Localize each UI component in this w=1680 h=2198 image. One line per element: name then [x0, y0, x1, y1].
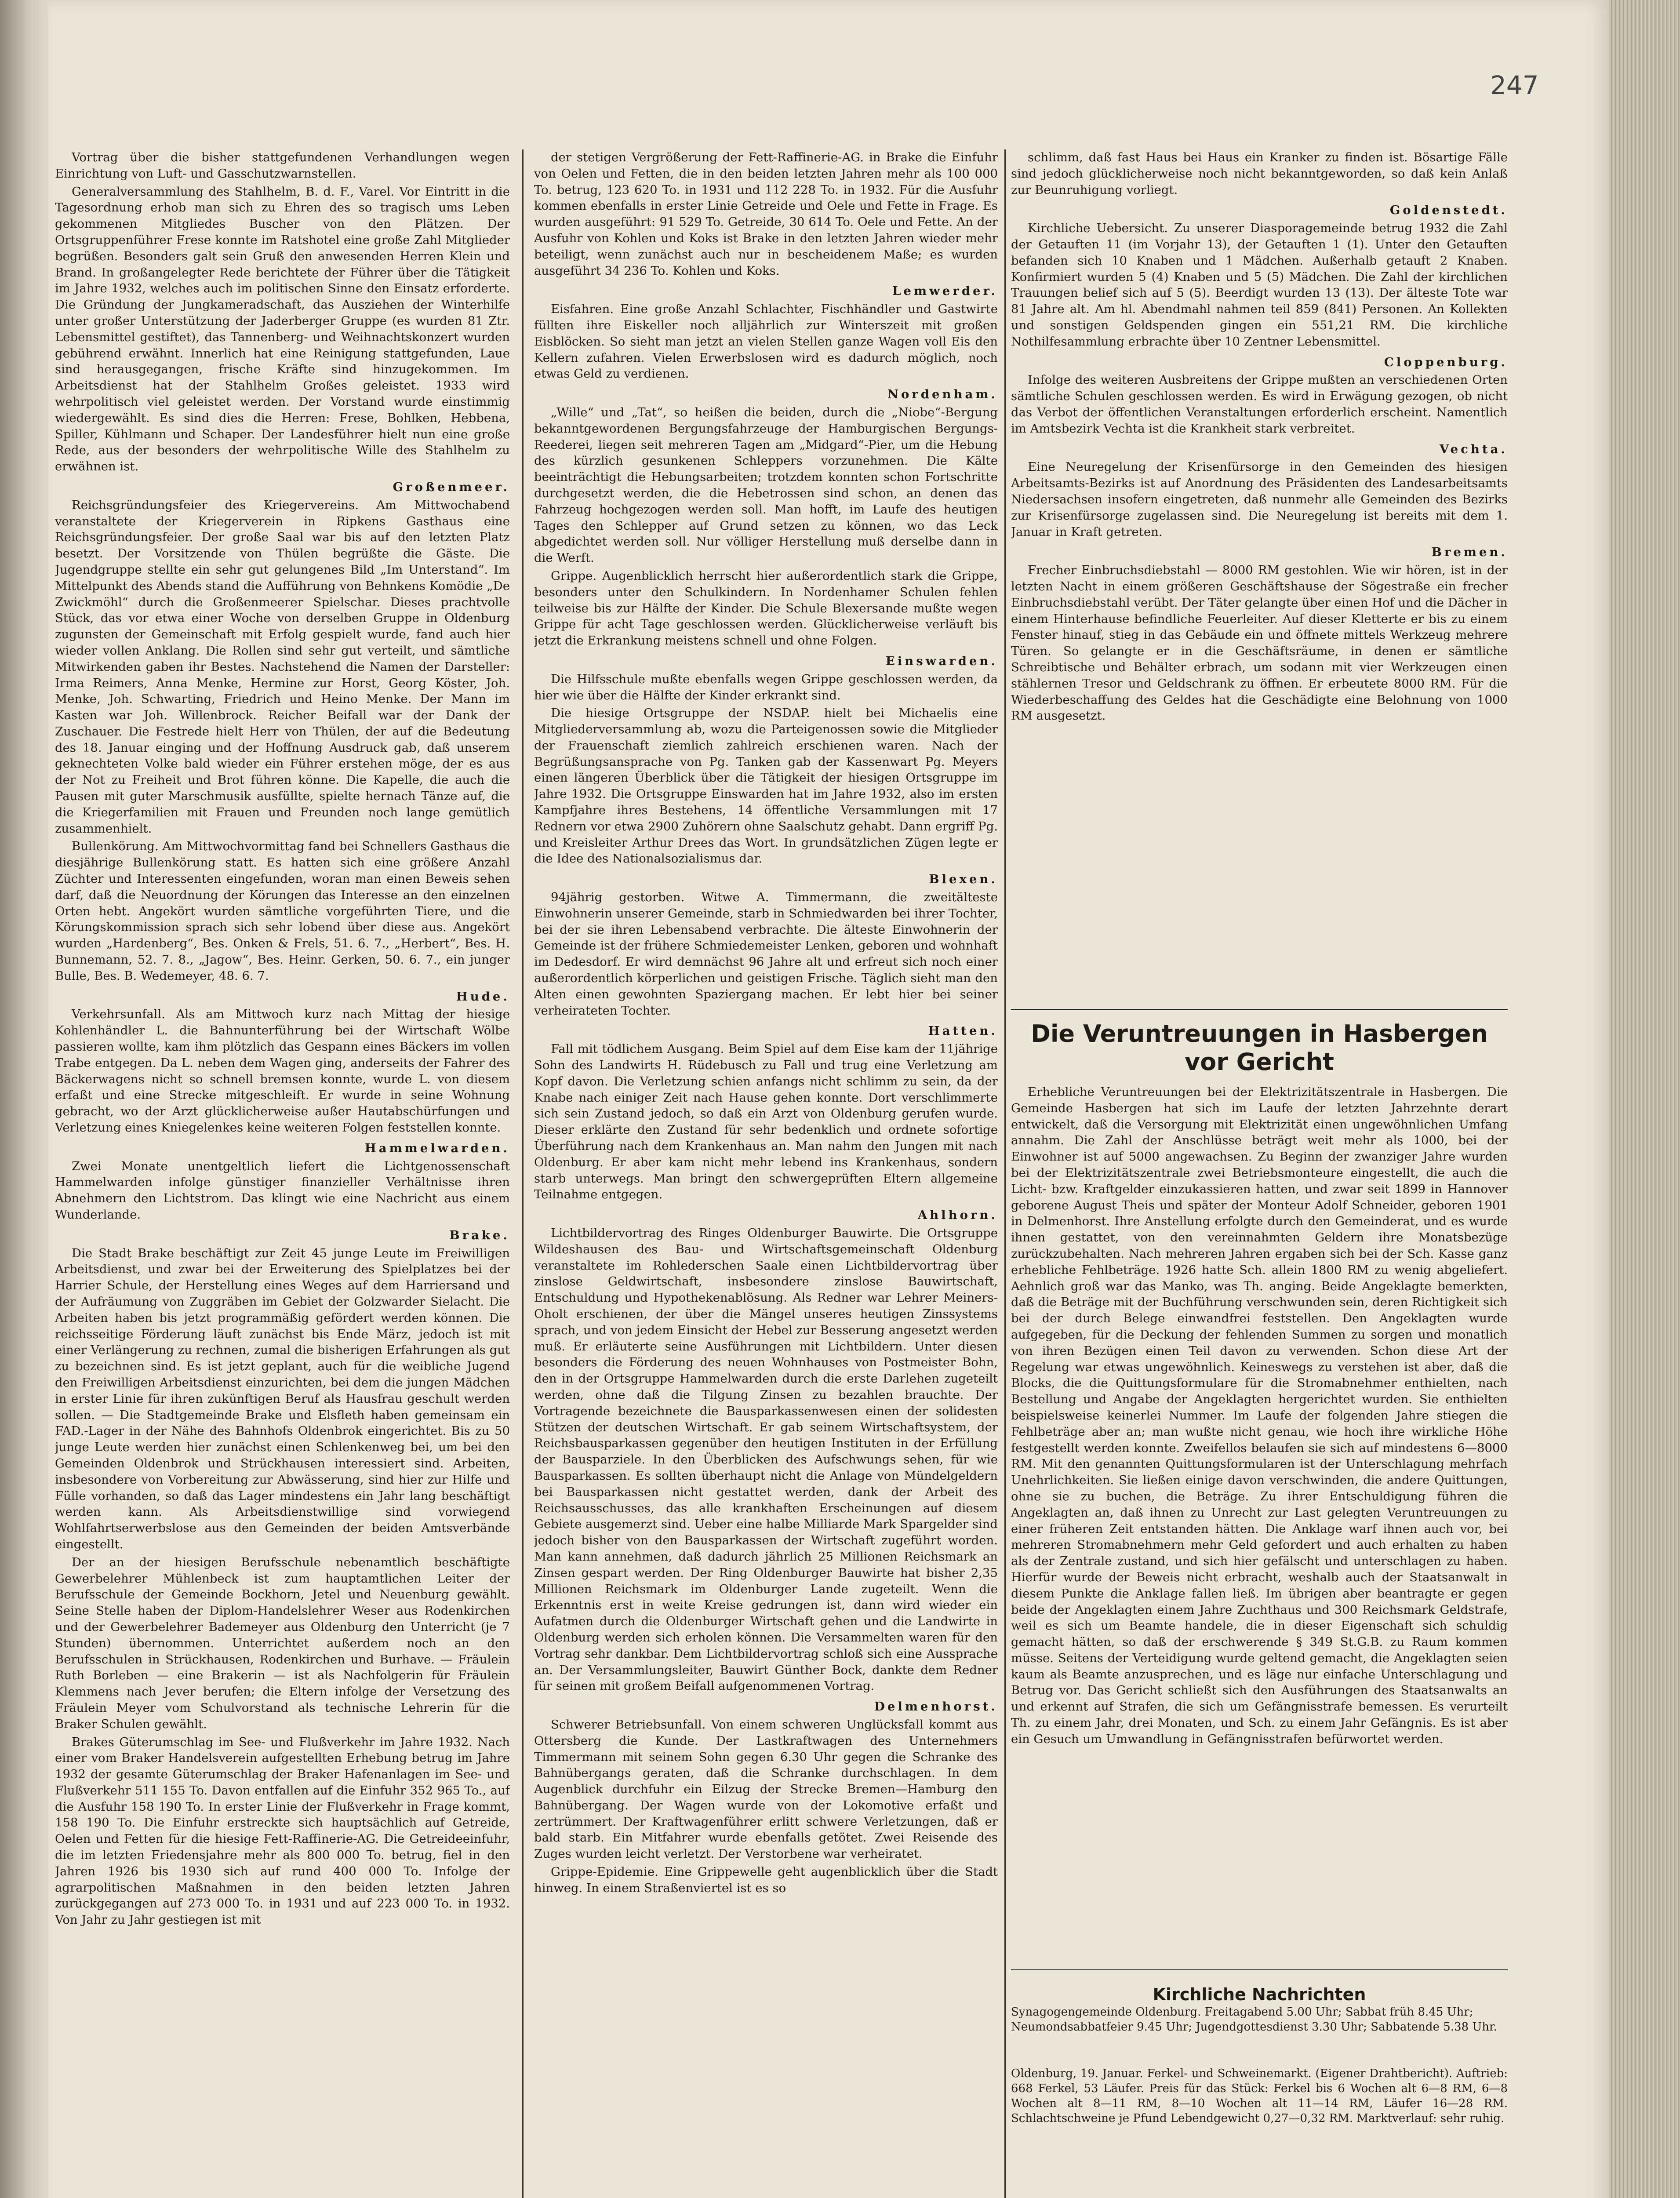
feature-title-line-1: Die Veruntreuungen in Hasbergen: [1031, 1020, 1488, 1048]
article-paragraph: Die Hilfsschule mußte ebenfalls wegen Grippe geschlossen werden, da hier wie über die Hälfte der Kinder erkrankt sind.: [534, 672, 998, 702]
article-paragraph: Kirchliche Uebersicht. Zu unserer Diasporagemeinde betrug 1932 die Zahl der Getauften 11 (im Vorjahr 13), der Getauften 1 (1). Unter den Getauften befanden sich 10 Knaben und 1 Mädchen. Außerhalb getauft 2 Knaben. Konfirmiert wurden 5 (4) Knaben und 5 (5) Mädchen. Die Zahl der kirchlichen Trauungen belief sich auf 5 (5). Beerdigt wurden 13 (13). Der älteste Tote war 81 Jahre alt. Am hl. Abendmahl nahmen teil 859 (841) Personen. An Kollekten und sonstigen Geldspenden gingen ein 551,21 RM. Die kirchliche Nothilfesammlung erbrachte über 10 Zentner Lebensmittel.: [1011, 221, 1508, 349]
feature-body: [1011, 1084, 1508, 1747]
church-news-text: Synagogengemeinde Oldenburg. Freitagabend 5.00 Uhr; Sabbat früh 8.45 Uhr; Neumondsabbatfeier 9.45 Uhr; Jugendgottesdienst 3.30 Uhr; Sabbatende 5.38 Uhr.: [1011, 2005, 1497, 2034]
article-paragraph: Generalversammlung des Stahlhelm, B. d. F., Varel. Vor Eintritt in die Tagesordnung erhob man sich zu Ehren des so tragisch ums Leben gekommenen Mitgliedes Buscher von den Plätzen. Der Ortsgruppenführer Frese konnte im Ratshotel eine große Zahl Mitglieder begrüßen. Besonders galt sein Gruß den anwesenden Herren Klein und Brand. In großangelegter Rede berichtete der Führer über die Tätigkeit im Jahre 1932, welches auch im politischen Sinne den Einsatz erforderte. Die Gründung der Jungkameradschaft, das Ausziehen der Winterhilfe unter großer Unterstützung der Jaderberger Gruppe (es wurden 81 Ztr. Lebensmittel gestiftet), das Tannenberg- und Weihnachtskonzert wurden gebührend erwähnt. Innerlich hat eine Reinigung stattgefunden, Laue sind herausgegangen, frische Kräfte sind hinzugekommen. Im Arbeitsdienst hat der Stahlhelm Großes geleistet. 1933 wird wehrpolitisch viel geleistet werden. Der Vorstand wurde einstimmig wiedergewählt. Es sind dies die Herren: Frese, Bohlken, Hebbena, Spiller, Kühlmann und Schaper. Der Landesführer hielt nun eine große Rede, aus der besonders der wehrpolitische Wille des Stahlhelm zu erwähnen ist.: [55, 184, 510, 474]
article-paragraph: Grippe-Epidemie. Eine Grippewelle geht augenblicklich über die Stadt hinweg. In einem Straßenviertel ist es so: [534, 1865, 998, 1895]
article-paragraph: der stetigen Vergrößerung der Fett-Raffinerie-AG. in Brake die Einfuhr von Oelen und Fetten, die in den beiden letzten Jahren mehr als 100 000 To. betrug, 123 620 To. in 1931 und 112 228 To. in 1932. Für die Ausfuhr kommen ebenfalls in erster Linie Getreide und Oele und Fette in Frage. Es wurden ausgeführt: 91 529 To. Getreide, 30 614 To. Oele und Fette. An der Ausfuhr von Kohlen und Koks ist Brake in den letzten Jahren wieder mehr beteiligt, wenn zunächst auch nur in bescheidenem Maße; es wurden ausgeführt 34 236 To. Kohlen und Koks.: [534, 150, 998, 278]
article-paragraph: Fall mit tödlichem Ausgang. Beim Spiel auf dem Eise kam der 11jährige Sohn des Landwirts H. Rüdebusch zu Fall und trug eine Verletzung am Kopf davon. Die Verletzung schien anfangs nicht schlimm zu sein, da der Knabe nach einiger Zeit nach Hause gehen konnte. Dort verschlimmerte sich sein Zustand jedoch, so daß ein Arzt von Oldenburg gerufen wurde. Dieser erklärte den Zustand für sehr bedenklich und ordnete sofortige Überführung nach dem Krankenhaus an. Man nahm den Jungen mit nach Oldenburg. Er aber kam nicht mehr lebend ins Krankenhaus, sondern starb unterwegs. Man bringt den schwergeprüften Eltern allgemeine Teilnahme entgegen.: [534, 1042, 998, 1202]
article-paragraph: Brakes Güterumschlag im See- und Flußverkehr im Jahre 1932. Nach einer vom Braker Handelsverein aufgestellten Erhebung betrug im Jahre 1932 der gesamte Güterumschlag der Braker Hafenanlagen im See- und Flußverkehr 511 155 To. Davon entfallen auf die Einfuhr 352 965 To., auf die Ausfuhr 158 190 To. In erster Linie der Flußverkehr in Frage kommt, 158 190 To. Die Einfuhr erstreckte sich hauptsächlich auf Getreide, Oelen und Fetten für die hiesige Fett-Raffinerie-AG. Die Getreideeinfuhr, die im letzten Friedensjahre mehr als 800 000 To. betrug, fiel in den Jahren 1926 bis 1930 sich auf rund 400 000 To. Infolge der agrarpolitischen Maßnahmen in den beiden letzten Jahren zurückgegangen auf 273 000 To. in 1931 und auf 223 000 To. in 1932. Von Jahr zu Jahr gestiegen ist mit: [55, 1735, 510, 1927]
article-paragraph: „Wille“ und „Tat“, so heißen die beiden, durch die „Niobe“-Bergung bekanntgewordenen Bergungsfahrzeuge der Hamburgischen Bergungs-Reederei, liegen seit mehreren Tagen am „Midgard“-Pier, um die Hebung des kürzlich gesunkenen Schleppers vorzunehmen. Die Kälte beeinträchtigt die Hebungsarbeiten; trotzdem konnten schon Fortschritte durchgesetzt werden, die die Hebetrossen sind schon, an denen das Fahrzeug hochgezogen werden soll. Man hofft, im Laufe des heutigen Tages den Schlepper auf Grund setzen zu können, wo das Leck abgedichtet werden soll. Nur völliger Herstellung muß derselbe dann in die Werft.: [534, 405, 998, 565]
article-paragraph: Die hiesige Ortsgruppe der NSDAP. hielt bei Michaelis eine Mitgliederversammlung ab, wozu die Parteigenossen sowie die Mitglieder der Frauenschaft ziemlich zahlreich erschienen waren. Nach der Begrüßungsansprache von Pg. Tanken gab der Kassenwart Pg. Meyers einen längeren Überblick über die Tätigkeit der hiesigen Ortsgruppe im Jahre 1932. Die Ortsgruppe Einswarden hat im Jahre 1932, also im ersten Kampfjahre ihres Bestehens, 14 öffentliche Versammlungen mit 17 Rednern vor etwa 2900 Zuhörern ohne Saalschutz gehabt. Dann ergriff Pg. und Kreisleiter Arthur Drees das Wort. In grundsätzlichen Zügen legte er die Idee des Nationalsozialismus dar.: [534, 706, 998, 866]
article-paragraph: 94jährig gestorben. Witwe A. Timmermann, die zweitälteste Einwohnerin unserer Gemeinde, starb in Schmiedwarden bei ihrer Tochter, bei der sie ihren Lebensabend verbrachte. Die älteste Einwohnerin der Gemeinde ist der frühere Schmiedemeister Lenken, geboren und wohnhaft im Dedesdorf. Er wird demnächst 96 Jahre alt und erfreut sich noch einer außerordentlich körperlichen und geistigen Frische. Täglich sieht man den Alten einen gewohnten Spaziergang machen. Er lebt hier bei seiner verheirateten Tochter.: [534, 890, 998, 1018]
article-paragraph: Eisfahren. Eine große Anzahl Schlachter, Fischhändler und Gastwirte füllten ihre Eiskeller noch alljährlich zur Winterszeit mit großen Eisblöcken. So sieht man jetzt an vielen Stellen ganze Wagen voll Eis den Kellern zufahren. Vielen Erwerbslosen wird es dadurch möglich, noch etwas Geld zu verdienen.: [534, 302, 998, 381]
section-heading: Vechta.: [1439, 442, 1508, 456]
article-paragraph: Der an der hiesigen Berufsschule nebenamtlich beschäftigte Gewerbelehrer Mühlenbeck ist zum hauptamtlichen Leiter der Berufsschule der Gemeinde Bockhorn, Jetel und Neuenburg gewählt. Seine Stelle haben der Diplom-Handelslehrer Weser aus Rodenkirchen und der Gewerbelehrer Bademeyer aus Oldenburg den Unterricht (je 7 Stunden) übernommen. Unterrichtet außerdem noch an den Berufsschulen in Strückhausen, Rodenkirchen und Burhave. — Fräulein Ruth Borleben — eine Brakerin — ist als Nachfolgerin für Fräulein Klemmens nach Jever berufen; die Eltern infolge der Versetzung des Fräulein Meyer vom Schulvorstand als technische Lehrerin für die Braker Schulen gewählt.: [55, 1555, 510, 1731]
article-paragraph: Die Stadt Brake beschäftigt zur Zeit 45 junge Leute im Freiwilligen Arbeitsdienst, und zwar bei der Erweiterung des Spielplatzes bei der Harrier Schule, der Herstellung eines Weges auf dem Harriersand und der Aufräumung von Zuggräben im Gebiet der Golzwarder Sielacht. Die Arbeiten haben bis jetzt programmäßig gefördert werden können. Die reichsseitige Förderung läuft zunächst bis Ende März, jedoch ist mit einer Verlängerung zu rechnen, zumal die bisherigen Erfahrungen als gut zu bezeichnen sind. Es ist jetzt geplant, auch für die weibliche Jugend den Freiwilligen Arbeitsdienst einzurichten, bei dem die jungen Mädchen in erster Linie für ihren zukünftigen Beruf als Hausfrau geschult werden sollen. — Die Stadtgemeinde Brake und Elsfleth haben gemeinsam ein FAD.-Lager in der Nähe des Bahnhofs Oldenbrok eingerichtet. Bis zu 50 junge Leute werden hier zunächst einen Schlenkenweg bei, um bei den Gemeinden Oldenbrok und Strückhausen interessiert sind. Arbeiten, insbesondere von Vorbereitung zur Abwässerung, sind hier zur Hilfe und Fülle vorhanden, so daß das Lager mindestens ein Jahr lang beschäftigt werden kann. Als Arbeitsdienstwillige sind vorwiegend Wohlfahrtserwerbslose aus den Gemeinden der beiden Amtsverbände eingestellt.: [55, 1246, 510, 1551]
article-paragraph: Grippe. Augenblicklich herrscht hier außerordentlich stark die Grippe, besonders unter den Schulkindern. In Nordenhamer Schulen fehlen teilweise bis zur Hälfte der Kinder. Die Schule Blexersande mußte wegen Grippe für acht Tage geschlossen werden. Glücklicherweise verläuft bis jetzt die Erkrankung meistens schnell und ohne Folgen.: [534, 568, 998, 648]
feature-top-rule: [1011, 1009, 1508, 1010]
feature-article: [1011, 1020, 1508, 1943]
article-paragraph: schlimm, daß fast Haus bei Haus ein Kranker zu finden ist. Bösartige Fälle sind jedoch glücklicherweise noch nicht bekanntgeworden, so daß kein Anlaß zur Beunruhigung vorliegt.: [1011, 150, 1508, 197]
scan-left-edge: [0, 0, 53, 2198]
section-heading: Bremen.: [1431, 545, 1508, 560]
market-report: Oldenburg, 19. Januar. Ferkel- und Schweinemarkt. (Eigener Drahtbericht). Auftrieb: 668 Ferkel, 53 Läufer. Preis für das Stück: Ferkel bis 6 Wochen alt 6—8 RM, 6—8 Wochen alt 8—11 RM, 8—10 Wochen alt 11—14 RM, Läufer 16—28 RM. Schlachtschweine je Pfund Lebendgewicht 0,27—0,32 RM. Marktverlauf: sehr ruhig.: [1011, 2067, 1508, 2125]
section-heading: Cloppenburg.: [1384, 355, 1508, 369]
book-page-edges: [1609, 0, 1680, 2198]
column-1: [55, 149, 510, 2198]
column-3: [1011, 149, 1508, 1002]
article-paragraph: Vortrag über die bisher stattgefundenen Verhandlungen wegen Einrichtung von Luft- und Gasschutzwarnstellen.: [55, 150, 510, 181]
kirche-top-rule: [1011, 1969, 1508, 1970]
article-paragraph: Infolge des weiteren Ausbreitens der Grippe mußten an verschiedenen Orten sämtliche Schulen geschlossen werden. Es wird in Erwägung gezogen, ob nicht das Verbot der öffentlichen Veranstaltungen erforderlich erscheint. Namentlich im Amtsbezirk Vechta ist die Krankheit stark verbreitet.: [1011, 373, 1508, 436]
church-news-title: Kirchliche Nachrichten: [1153, 1985, 1366, 2004]
column-2: [534, 149, 998, 2198]
article-paragraph: Zwei Monate unentgeltlich liefert die Lichtgenossenschaft Hammelwarden infolge günstiger finanzieller Verhältnisse ihren Abnehmern den Lichtstrom. Das klingt wie eine Nachricht aus einem Wunderlande.: [55, 1159, 510, 1222]
article-paragraph: Lichtbildervortrag des Ringes Oldenburger Bauwirte. Die Ortsgruppe Wildeshausen des Bau- und Wirtschaftsgemeinschaft Oldenburg veranstaltete im Rohlederschen Saale einen Lichtbildervortrag über zinslose Geldwirtschaft, insbesondere zinslose Bauwirtschaft, Entschuldung und Hypothekenablösung. Als Redner war Lehrer Meiners-Oholt erschienen, der über die Mängel unseres heutigen Zinssystems sprach, und von jedem Einsicht der Hebel zur Besserung angesetzt werden muß. Er erläuterte seine Ausführungen mit Lichtbildern. Unter diesen besonders die Förderung des neuen Wohnhauses von Postmeister Bohn, den in der Ortsgruppe Hammelwarden durch die erste Darlehen zugeteilt werden, ohne daß die Tilgung Zinsen zu bezahlen brauchte. Der Vortragende bezeichnete die Bausparkassenwesen einen der solidesten Stützen der deutschen Wirtschaft. Er gab seinem Wirtschaftsystem, der Reichsbausparkassen gegenüber den heutigen Instituten in der Erfüllung der Bausparziele. In den Überblicken des Aufschwungs sehen, für wie Bausparkassen. Es sollten überhaupt nicht die Anlage von Mündelgeldern bei Bausparkassen nicht gestattet werden, dank der Arbeit des Reichsausschusses, das alle krankhaften Erscheinungen auf diesem Gebiete ausgemerzt sind. Ueber eine halbe Milliarde Mark Spargelder sind jedoch bisher von den Bausparkassen der Wirtschaft zugeführt worden. Man kann annehmen, daß dadurch jährlich 25 Millionen Reichsmark an Zinsen gespart werden. Der Ring Oldenburger Bauwirte hat bisher 2,35 Millionen Reichsmark im Oldenburger Lande zugeteilt. Wenn die Erkenntnis erst in weite Kreise gedrungen ist, dann wird wieder ein Aufatmen durch die Oldenburger Wirtschaft gehen und die Landwirte in Oldenburg werden sich erholen können. Die Versammelten waren für den Vortrag sehr dankbar. Dem Lichtbildervortrag schloß sich eine Aussprache an. Der Versammlungsleiter, Bauwirt Günther Bock, dankte dem Redner für seinen mit großem Beifall aufgenommenen Vortrag.: [534, 1226, 998, 1693]
article-paragraph: Verkehrsunfall. Als am Mittwoch kurz nach Mittag der hiesige Kohlenhändler L. die Bahnunterführung bei der Wirtschaft Wölbe passieren wollte, kam ihm plötzlich das Gespann eines Bäckers im vollen Trabe entgegen. Da L. neben dem Wagen ging, anderseits der Fahrer des Bäckerwagens nicht so schnell bremsen konnte, wurde L. von diesem erfaßt und eine Strecke mitgeschleift. Er wurde in seine Wohnung gebracht, wo der Arzt glücklicherweise außer Hautabschürfungen und Verletzung eines Kniegelenkes keine weiteren Folgen feststellen konnte.: [55, 1007, 510, 1135]
section-heading: Einswarden.: [885, 654, 998, 668]
section-heading: Brake.: [449, 1228, 510, 1242]
article-paragraph: Reichsgründungsfeier des Kriegervereins. Am Mittwochabend veranstaltete der Kriegerverein in Ripkens Gasthaus eine Reichsgründungsfeier. Der große Saal war bis auf den letzten Platz besetzt. Der Vorsitzende von Thülen begrüßte die Gäste. Die Jugendgruppe stellte ein sehr gut gelungenes Bild „Im Unterstand“. Im Mittelpunkt des Abends stand die Aufführung von Behnkens Komödie „De Zwickmöhl“ durch die Großenmeerer Spielschar. Dieses prachtvolle Stück, das vor etwa einer Woche von derselben Gruppe in Oldenburg zugunsten der Gemeinschaft mit Erfolg gespielt wurde, fand auch hier wieder vollen Anklang. Die Rollen sind sehr gut verteilt, und sämtliche Mitwirkenden gaben ihr Bestes. Nachstehend die Namen der Darsteller: Irma Reimers, Anna Menke, Hermine zur Horst, Georg Köster, Joh. Menke, Joh. Schwarting, Friedrich und Heino Menke. Der Mann im Kasten war Joh. Willenbrock. Reicher Beifall war der Dank der Zuschauer. Die Festrede hielt Herr von Thülen, der auf die Bedeutung des 18. Januar einging und der Hoffnung Ausdruck gab, daß unserem geknechteten Volke bald wieder ein Führer erstehen möge, der es aus der Not zu Freiheit und Brot führen könne. Die Kapelle, die auch die Pausen mit guter Marschmusik ausfüllte, spielte hernach Tänze auf, die die Kriegerfamilien mit Frauen und Freunden noch lange gemütlich zusammenhielt.: [55, 498, 510, 836]
section-heading: Ahlhorn.: [917, 1208, 998, 1223]
column-rule-2: [1004, 149, 1006, 2198]
article-paragraph: Eine Neuregelung der Krisenfürsorge in den Gemeinden des hiesigen Arbeitsamts-Bezirks ist auf Anordnung des Präsidenten des Landesarbeitsamts Niedersachsen insofern eingetreten, daß nunmehr alle Gemeinden des Bezirks zur Krisenfürsorge zugelassen sind. Die Neuregelung ist bereits mit dem 1. Januar in Kraft getreten.: [1011, 460, 1508, 539]
article-paragraph: Schwerer Betriebsunfall. Von einem schweren Unglücksfall kommt aus Ottersberg die Kunde. Der Lastkraftwagen des Unternehmers Timmermann mit seinem Sohn gegen 6.30 Uhr gegen die Schranke des Bahnübergangs geraten, daß die Schranke durchschlagen. In dem Augenblick durchfuhr ein Eilzug der Strecke Bremen—Hamburg den Bahnübergang. Der Wagen wurde von der Lokomotive erfaßt und zertrümmert. Der Kraftwagenführer erlitt schwere Verletzungen, daß er bald starb. Ein Mitfahrer wurde ebenfalls getötet. Zwei Reisende des Zuges wurden leicht verletzt. Der Verstorbene war verheiratet.: [534, 1717, 998, 1861]
page-number: 247: [1490, 70, 1539, 100]
section-heading: Goldenstedt.: [1389, 203, 1508, 218]
section-heading: Hude.: [456, 989, 510, 1004]
section-heading: Hatten.: [928, 1024, 998, 1038]
feature-title: [1011, 1020, 1508, 1076]
article-paragraph: Bullenkörung. Am Mittwochvormittag fand bei Schnellers Gasthaus die diesjährige Bullenkörung statt. Es hatten sich eine größere Anzahl Züchter und Interessenten eingefunden, woran man einen Beweis sehen darf, daß die Neuordnung der Körungen das Interesse an den einzelnen Orten hebt. Angekört wurden sämtliche vorgeführten Tiere, und die Körungskommission sprach sich sehr lobend über diese aus. Angekört wurden „Hardenberg“, Bes. Onken & Frels, 51. 6. 7., „Herbert“, Bes. H. Bunnemann, 52. 7. 8., „Jagow“, Bes. Heinr. Gerken, 50. 6. 7., ein junger Bulle, Bes. B. Wedemeyer, 48. 6. 7.: [55, 839, 510, 983]
section-heading: Delmenhorst.: [874, 1699, 998, 1714]
feature-paragraph: Erhebliche Veruntreuungen bei der Elektrizitätszentrale in Hasbergen. Die Gemeinde Hasbergen hat sich im Laufe der letzten Jahrzehnte derart entwickelt, daß die Versorgung mit Elektrizität einen ungewöhnlichen Umfang annahm. Die Zahl der Anschlüsse beträgt weit mehr als 1000, bei der Einwohner ist auf 5000 angewachsen. Zu Beginn der zwanziger Jahre wurden bei der Elektrizitätszentrale zwei Betriebsmonteure eingestellt, die auch die Licht- bzw. Kraftgelder einzukassieren hatten, und zwar seit 1899 in Hannover geborene August Theis und später der Monteur Adolf Schneider, geboren 1901 in Delmenhorst. Ihre Anstellung erfolgte durch den Gemeinderat, und es wurde ihnen gestattet, von den vereinnahmten Geldern ihre Monatsbezüge zurückzubehalten. Nach mehreren Jahren ergaben sich bei der Sch. Kasse ganz erhebliche Fehlbeträge. 1926 hatte Sch. allein 1800 RM zu wenig abgeliefert. Aehnlich groß war das Manko, was Th. anging. Beide Angeklagte bemerkten, daß die Beträge mit der Buchführung verschwunden sein, deren Richtigkeit sich bei der durch Belege einwandfrei feststellen. Den Angeklagten wurde aufgegeben, für die Deckung der fehlenden Summen zu sorgen und monatlich von ihren Bezügen einen Teil davon zu verwenden. Schon diese Art der Regelung war etwas ungewöhnlich. Keineswegs zu verstehen ist aber, daß die Blocks, die die Quittungsformulare für die Stromabnehmer enthielten, nach Bestellung und Angabe der Angeklagten hergerichtet wurden. Sie enthielten beispielsweise keinerlei Nummer. Im Laufe der folgenden Jahre stiegen die Fehlbeträge aber an; man wußte nicht genau, wie hoch ihre wirkliche Höhe festgestellt werden konnte. Zweifellos belaufen sie sich auf mindestens 6—8000 RM. Mit den genannten Quittungsformularen ist der Unterschlagung mehrfach Unehrlichkeiten. Sie ließen einige davon verschwinden, die andere Quittungen, ohne sie zu buchen, die Beträge. Zu ihrer Entschuldigung führen die Angeklagten an, daß ihnen zu Unrecht zur Last gelegten Veruntreuungen zu einer früheren Zeit entstanden hätten. Die Anklage warf ihnen auch vor, bei mehreren Stromabnehmern mehr Geld gefordert und auch erhalten zu haben als der Zentrale zustand, und sich hier gefälscht und unterschlagen zu haben. Hierfür wurde der Beweis nicht erbracht, weshalb auch der Staatsanwalt in diesem Punkte die Anklage fallen ließ. Im übrigen aber beantragte er gegen beide der Angeklagten einem Jahre Zuchthaus und 300 Reichsmark Geldstrafe, weil es sich um Beamte handele, die in dieser Eigenschaft sich schuldig gemacht hätten, so daß der erschwerende § 349 St.G.B. zu Raum kommen müsse. Seitens der Verteidigung wurde geltend gemacht, die Angeklagten seien kaum als Beamte anzusprechen, und es läge nur einfache Unterschlagung und Betrug vor. Das Gericht schließt sich den Ausführungen des Staatsanwalts an und erkennt auf Strafen, die sich um Gefängnisstrafe bemessen. Es verurteilt Th. zu einem Jahr, drei Monaten, und Sch. zu einem Jahr Gefängnis. Es ist aber ein Gesuch um Umwandlung in Gefängnisstrafen befürwortet werden.: [1011, 1085, 1508, 1746]
section-heading: Hammelwarden.: [364, 1141, 510, 1155]
article-paragraph: Frecher Einbruchsdiebstahl — 8000 RM gestohlen. Wie wir hören, ist in der letzten Nacht in einem größeren Geschäftshause der Sögestraße ein frecher Einbruchsdiebstahl verübt. Der Täter gelangte über einen Hof und die Dächer in einem Hinterhause befindliche Feuerleiter. Auf dieser Kletterte er bis zu einem Fenster hinauf, stieg in das Gebäude ein und öffnete mittels Werkzeug mehrere Türen. So gelangte er in die Geschäftsräume, in denen er sämtliche Schreibtische und Behälter erbrach, um sodann mit vier Werkzeugen einen stählernen Tresor und Geldschrank zu öffnen. Er erbeutete 8000 RM. Für die Wiederbeschaffung des Geldes hat die Geschädigte eine Belohnung von 1000 RM ausgesetzt.: [1011, 563, 1508, 723]
section-heading: Nordenham.: [887, 387, 998, 402]
section-heading: Großenmeer.: [393, 480, 510, 494]
section-heading: Lemwerder.: [892, 284, 998, 298]
feature-title-line-2: vor Gericht: [1184, 1048, 1335, 1076]
column-rule-1: [522, 149, 524, 2198]
church-news: [1011, 1987, 1508, 2034]
section-heading: Blexen.: [929, 872, 998, 887]
